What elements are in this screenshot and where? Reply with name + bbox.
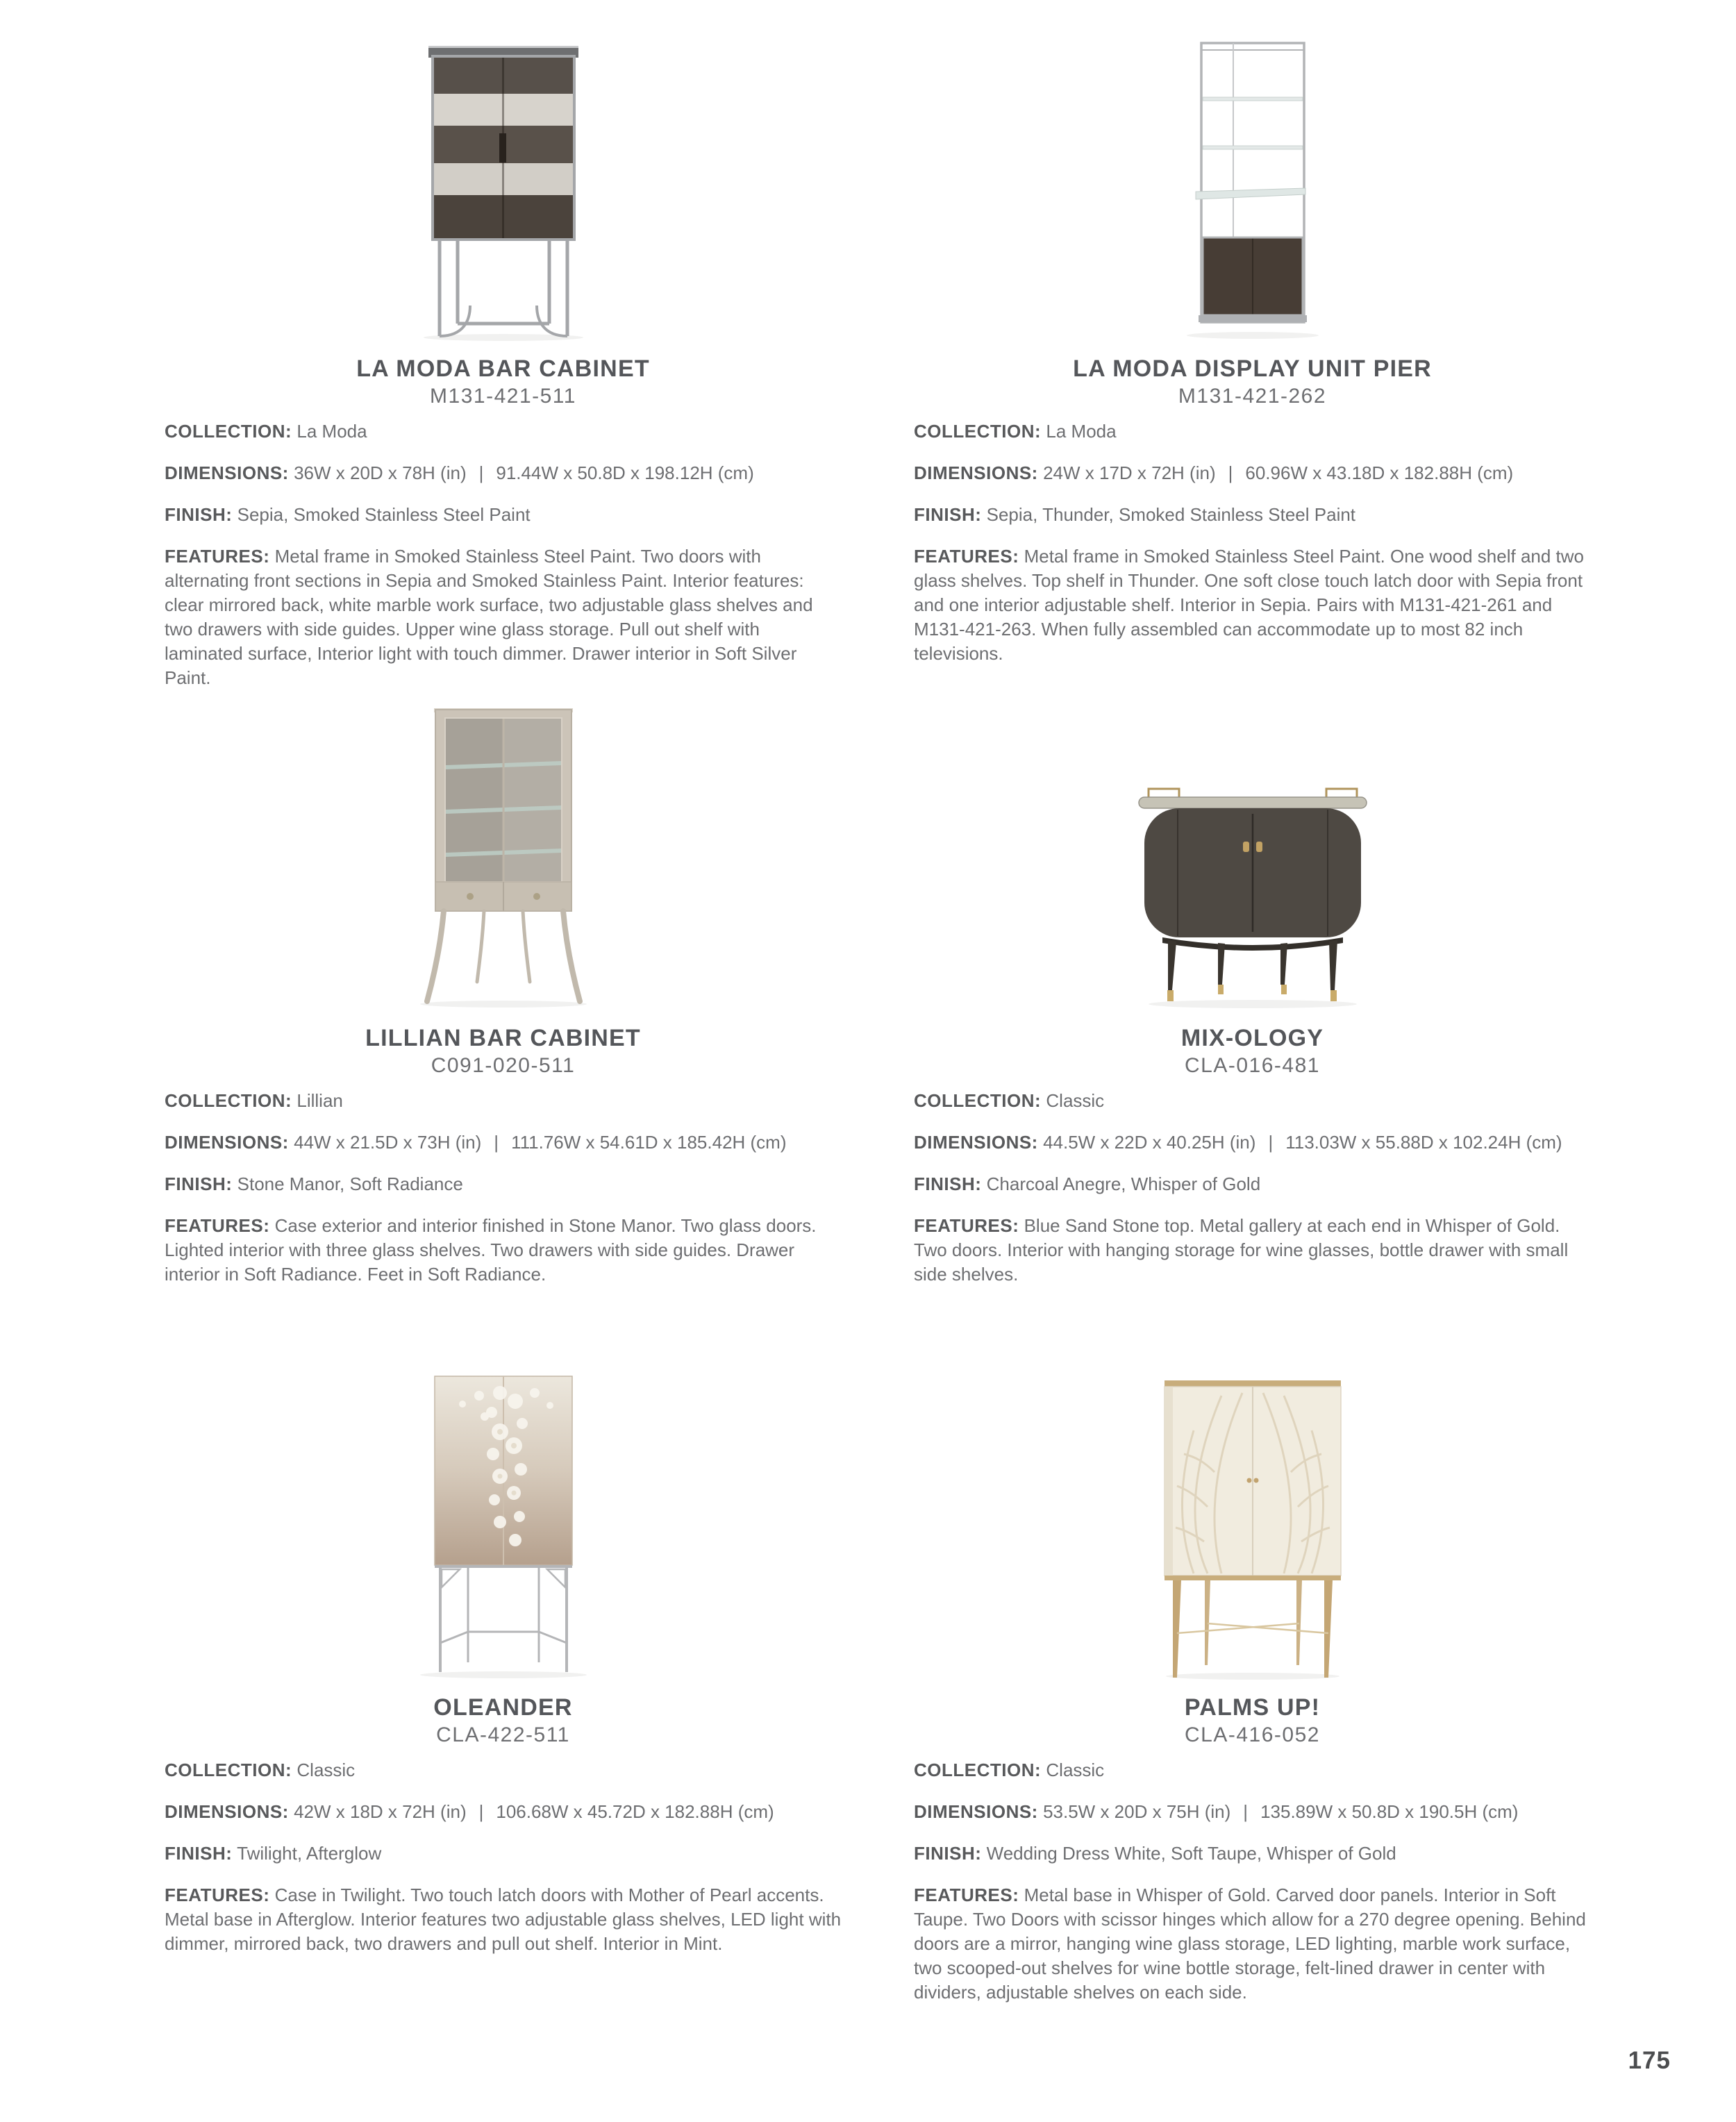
finish-row [165, 503, 842, 527]
finish-value: Wedding Dress White, Soft Taupe, Whisper of Gold [986, 1843, 1396, 1864]
features-value: Metal frame in Smoked Stainless Steel Paint. One wood shelf and two glass shelves. Top shelf in Thunder. One soft close touch latch door with Sepia front and one interior adjustable shelf. Interior in Sepia. Pairs with M131-421-261 and M131-421-263. When fully assembled can accommodate up to most 82 inch televisions. [914, 546, 1585, 664]
product-card-oleander [165, 1367, 842, 2036]
finish-label: FINISH: [165, 1173, 233, 1194]
dimensions-label: DIMENSIONS: [165, 1801, 289, 1822]
product-photo [165, 28, 842, 342]
dimensions-inches: 24W x 17D x 72H (in) [1043, 462, 1216, 483]
features-label: FEATURES: [165, 546, 270, 567]
dimensions-separator: | [1268, 1132, 1274, 1153]
dimensions-separator: | [1243, 1801, 1249, 1822]
finish-row [165, 1841, 842, 1866]
dimensions-separator: | [478, 1801, 484, 1822]
dimensions-inches: 36W x 20D x 78H (in) [294, 462, 467, 483]
features-value: Case in Twilight. Two touch latch doors with Mother of Pearl accents. Metal base in Afterglow. Interior features two adjustable glass shelves, LED light with dimmer, mirrored back, two drawers and pull out shelf. Interior in Mint. [165, 1885, 842, 1954]
product-grid [165, 28, 1591, 2036]
product-title: LA MODA BAR CABINET [356, 356, 650, 382]
finish-value: Stone Manor, Soft Radiance [237, 1173, 463, 1194]
collection-label: COLLECTION: [914, 421, 1042, 442]
dimensions-row [914, 1130, 1591, 1155]
product-title: LILLIAN BAR CABINET [365, 1025, 641, 1051]
dimensions-label: DIMENSIONS: [914, 1801, 1038, 1822]
collection-row [914, 419, 1591, 444]
features-paragraph [914, 1214, 1591, 1287]
product-sku: CLA-422-511 [436, 1723, 570, 1746]
features-paragraph [165, 544, 842, 690]
finish-row [914, 1841, 1591, 1866]
features-label: FEATURES: [914, 1885, 1019, 1905]
product-sku: M131-421-511 [430, 385, 576, 408]
collection-value: Classic [297, 1760, 356, 1780]
features-paragraph [165, 1214, 842, 1287]
collection-value: Classic [1046, 1090, 1105, 1111]
finish-row [914, 1172, 1591, 1196]
product-photo [914, 697, 1591, 1011]
product-card-lillian-bar-cabinet [165, 697, 842, 1367]
dimensions-row [914, 1800, 1591, 1824]
dimensions-row [165, 1800, 842, 1824]
features-paragraph [165, 1883, 842, 1956]
finish-label: FINISH: [914, 1173, 982, 1194]
palms-up-image [1138, 1368, 1367, 1680]
dimensions-separator: | [478, 462, 484, 483]
features-value: Blue Sand Stone top. Metal gallery at each end in Whisper of Gold. Two doors. Interior with hanging storage for wine glasses, bottle drawer with small side shelves. [914, 1215, 1569, 1285]
dimensions-label: DIMENSIONS: [165, 1132, 289, 1153]
dimensions-cm: 91.44W x 50.8D x 198.12H (cm) [496, 462, 754, 483]
collection-value: Lillian [297, 1090, 343, 1111]
oleander-image [396, 1368, 611, 1680]
collection-label: COLLECTION: [165, 1090, 292, 1111]
features-label: FEATURES: [914, 1215, 1019, 1236]
dimensions-inches: 44W x 21.5D x 73H (in) [294, 1132, 482, 1153]
product-photo [914, 28, 1591, 342]
product-title: PALMS UP! [1184, 1694, 1321, 1721]
features-label: FEATURES: [165, 1215, 270, 1236]
dimensions-row [165, 461, 842, 485]
dimensions-inches: 42W x 18D x 72H (in) [294, 1801, 467, 1822]
finish-label: FINISH: [165, 1843, 233, 1864]
dimensions-row [165, 1130, 842, 1155]
features-label: FEATURES: [165, 1885, 270, 1905]
features-paragraph [914, 544, 1591, 666]
dimensions-cm: 111.76W x 54.61D x 185.42H (cm) [511, 1132, 787, 1153]
dimensions-cm: 60.96W x 43.18D x 182.88H (cm) [1245, 462, 1514, 483]
finish-row [165, 1172, 842, 1196]
product-title: OLEANDER [433, 1694, 573, 1721]
dimensions-label: DIMENSIONS: [914, 1132, 1038, 1153]
page-number: 175 [1628, 2047, 1671, 2074]
finish-value: Charcoal Anegre, Whisper of Gold [986, 1173, 1261, 1194]
finish-label: FINISH: [914, 504, 982, 525]
product-sku: CLA-416-052 [1185, 1723, 1320, 1746]
finish-value: Sepia, Thunder, Smoked Stainless Steel Paint [986, 504, 1356, 525]
product-sku: CLA-016-481 [1185, 1054, 1320, 1077]
collection-value: La Moda [297, 421, 367, 442]
product-photo [165, 697, 842, 1011]
dimensions-separator: | [1228, 462, 1233, 483]
lillian-bar-cabinet-image [399, 699, 608, 1011]
product-sku: M131-421-262 [1178, 385, 1327, 408]
features-paragraph [914, 1883, 1591, 2005]
product-card-la-moda-bar-cabinet [165, 28, 842, 697]
product-sku: C091-020-511 [431, 1054, 576, 1077]
product-photo [165, 1367, 842, 1680]
collection-value: Classic [1046, 1760, 1105, 1780]
product-card-palms-up [914, 1367, 1591, 2036]
dimensions-inches: 53.5W x 20D x 75H (in) [1043, 1801, 1231, 1822]
collection-label: COLLECTION: [165, 421, 292, 442]
la-moda-display-unit-pier-image [1169, 29, 1336, 342]
collection-row [165, 419, 842, 444]
la-moda-bar-cabinet-image [399, 29, 608, 342]
features-label: FEATURES: [914, 546, 1019, 567]
product-photo [914, 1367, 1591, 1680]
dimensions-inches: 44.5W x 22D x 40.25H (in) [1043, 1132, 1256, 1153]
product-title: MIX-OLOGY [1180, 1025, 1324, 1051]
finish-label: FINISH: [914, 1843, 982, 1864]
product-card-la-moda-display-unit-pier [914, 28, 1591, 697]
dimensions-cm: 113.03W x 55.88D x 102.24H (cm) [1285, 1132, 1562, 1153]
mix-ology-image [1114, 761, 1392, 1011]
collection-label: COLLECTION: [914, 1090, 1042, 1111]
finish-label: FINISH: [165, 504, 233, 525]
finish-value: Sepia, Smoked Stainless Steel Paint [237, 504, 531, 525]
features-value: Case exterior and interior finished in Stone Manor. Two glass doors. Lighted interior with three glass shelves. Two drawers with side guides. Drawer interior in Soft Radiance. Feet in Soft Radiance. [165, 1215, 817, 1285]
dimensions-separator: | [494, 1132, 499, 1153]
collection-row [165, 1089, 842, 1113]
dimensions-cm: 106.68W x 45.72D x 182.88H (cm) [496, 1801, 774, 1822]
collection-row [165, 1758, 842, 1782]
product-title: LA MODA DISPLAY UNIT PIER [1073, 356, 1432, 382]
collection-row [914, 1758, 1591, 1782]
collection-row [914, 1089, 1591, 1113]
dimensions-label: DIMENSIONS: [914, 462, 1038, 483]
collection-label: COLLECTION: [914, 1760, 1042, 1780]
dimensions-label: DIMENSIONS: [165, 462, 289, 483]
product-card-mix-ology [914, 697, 1591, 1367]
features-value: Metal base in Whisper of Gold. Carved door panels. Interior in Soft Taupe. Two Doors with scissor hinges which allow for a 270 degree opening. Behind doors are a mirror, hanging wine glass storage, LED lighting, marble work surface, two scooped-out shelves for wine bottle storage, felt-lined drawer in center with dividers, adjustable shelves on each side. [914, 1885, 1586, 2003]
collection-value: La Moda [1046, 421, 1117, 442]
dimensions-cm: 135.89W x 50.8D x 190.5H (cm) [1260, 1801, 1519, 1822]
finish-value: Twilight, Afterglow [237, 1843, 382, 1864]
features-value: Metal frame in Smoked Stainless Steel Paint. Two doors with alternating front sections in Sepia and Smoked Stainless Paint. Interior features: clear mirrored back, white marble work surface, two adjustable glass shelves and two drawers with side guides. Upper wine glass storage. Pull out shelf with laminated surface, Interior light with touch dimmer. Drawer interior in Soft Silver Paint. [165, 546, 813, 688]
finish-row [914, 503, 1591, 527]
collection-label: COLLECTION: [165, 1760, 292, 1780]
dimensions-row [914, 461, 1591, 485]
